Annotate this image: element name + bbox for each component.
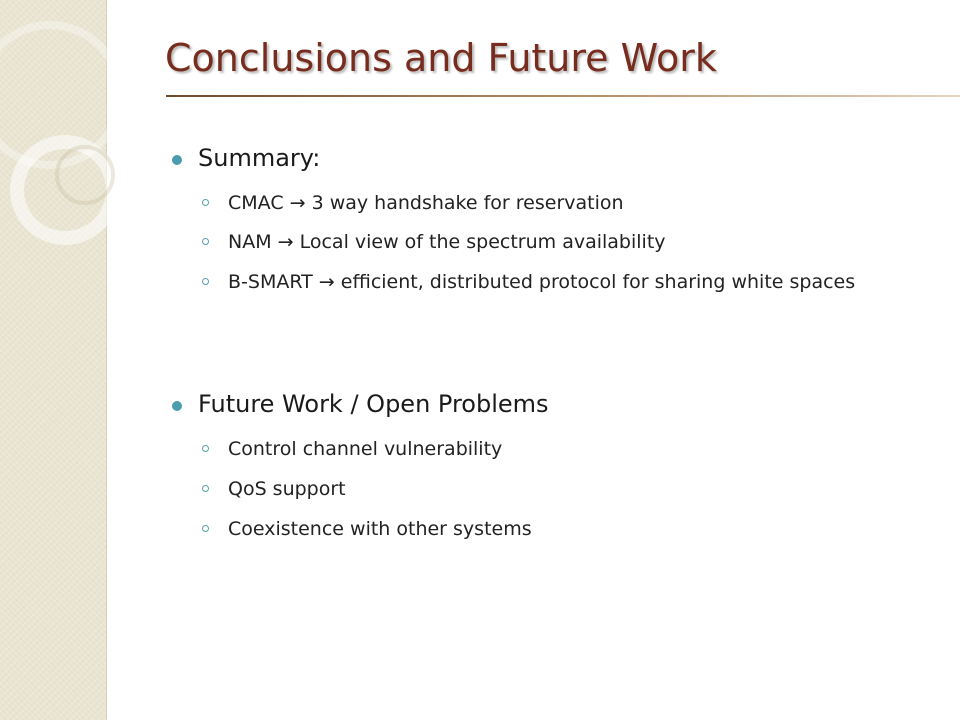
bullet-dot-icon	[172, 401, 182, 411]
sub-bullet-icon	[202, 525, 209, 532]
sub-bullet-icon	[202, 238, 209, 245]
summary-item-nam: NAM → Local view of the spectrum availability	[228, 231, 666, 253]
bullet-dot-icon	[172, 155, 182, 165]
section-heading-summary: Summary:	[198, 144, 321, 172]
future-item-qos: QoS support	[228, 478, 346, 500]
sub-bullet-icon	[202, 485, 209, 492]
sub-bullet-icon	[202, 445, 209, 452]
summary-item-cmac: CMAC → 3 way handshake for reservation	[228, 192, 624, 214]
future-item-coexistence: Coexistence with other systems	[228, 518, 532, 540]
future-item-control-channel: Control channel vulnerability	[228, 438, 503, 460]
summary-item-bsmart: B-SMART → efficient, distributed protocol for sharing white spaces	[228, 271, 856, 293]
slide-title: Conclusions and Future Work	[165, 36, 717, 80]
section-heading-future-work: Future Work / Open Problems	[198, 390, 549, 418]
sub-bullet-icon	[202, 199, 209, 206]
sub-bullet-icon	[202, 278, 209, 285]
